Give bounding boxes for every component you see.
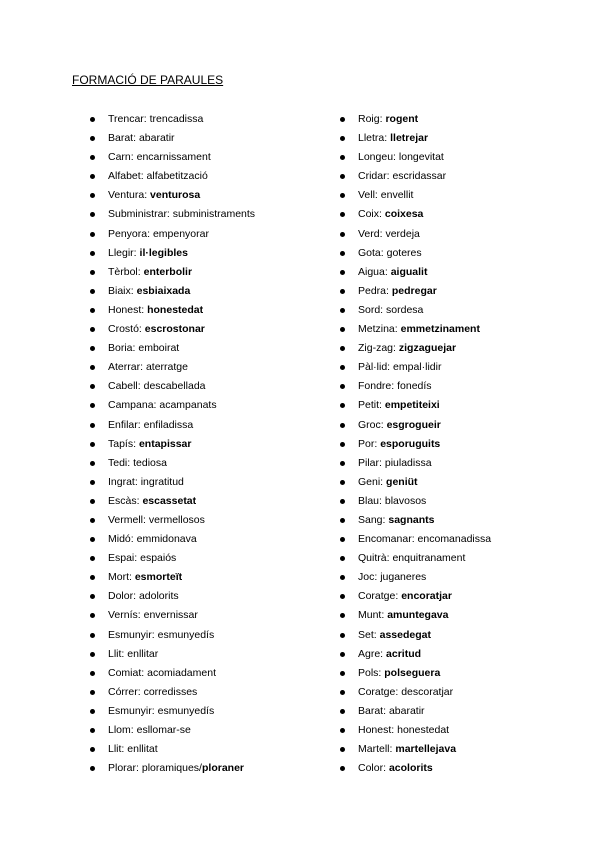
word-list-item	[90, 683, 255, 702]
word-list-item	[340, 148, 491, 167]
word-list-item	[340, 435, 491, 454]
bullet-icon	[340, 174, 345, 179]
base-word: Petit:	[358, 399, 382, 412]
word-list-item	[340, 740, 491, 759]
word-list-item	[90, 606, 255, 625]
bullet-icon	[90, 575, 95, 580]
bullet-icon	[90, 728, 95, 733]
derived-word: esmorteït	[134, 571, 183, 584]
derived-word: esmunyedís	[157, 704, 215, 717]
base-word: Agre:	[358, 647, 384, 660]
base-word: Longeu:	[358, 151, 396, 164]
bullet-icon	[340, 423, 345, 428]
word-list-item	[90, 740, 255, 759]
derived-word: acolorits	[388, 762, 433, 775]
derived-word: amuntegava	[387, 609, 449, 622]
base-word: Boria:	[108, 342, 136, 355]
base-word: Ventura:	[108, 189, 148, 202]
base-word: Tedi:	[108, 456, 131, 469]
bullet-icon	[90, 633, 95, 638]
bullet-icon	[340, 518, 345, 523]
base-word: Penyora:	[108, 227, 151, 240]
derived-word: emmidonava	[136, 533, 197, 546]
derived-word: verdeja	[385, 227, 420, 240]
base-word: Sord:	[358, 303, 384, 316]
base-word: Pàl·lid:	[358, 361, 391, 374]
bullet-icon	[340, 499, 345, 504]
bullet-icon	[340, 308, 345, 313]
bullet-icon	[90, 136, 95, 141]
bullet-icon	[90, 155, 95, 160]
word-list-item	[90, 110, 255, 129]
base-word: Dolor:	[108, 590, 137, 603]
derived-word: vermellosos	[148, 513, 205, 526]
base-word: Fondre:	[358, 380, 395, 393]
base-word: Trencar:	[108, 113, 147, 125]
word-list-item	[340, 645, 491, 664]
base-word: Verd:	[358, 227, 383, 240]
derived-word: blavosos	[384, 494, 427, 507]
derived-word: adolorits	[138, 590, 179, 603]
base-word: Córrer:	[108, 685, 141, 698]
bullet-icon	[90, 499, 95, 504]
base-word: Metzina:	[358, 323, 398, 336]
base-word: Munt:	[358, 609, 385, 622]
word-list-item	[90, 377, 255, 396]
word-list-item	[340, 225, 491, 244]
word-list-item	[340, 396, 491, 415]
word-list-item	[340, 167, 491, 186]
bullet-icon	[340, 270, 345, 275]
derived-word: emboirat	[138, 342, 180, 355]
derived-word: juganeres	[380, 571, 427, 584]
bullet-icon	[90, 403, 95, 408]
word-list-item	[340, 511, 491, 530]
base-word: Color:	[358, 762, 387, 775]
word-list-item	[340, 606, 491, 625]
base-word: Escàs:	[108, 494, 140, 507]
word-list-item	[90, 282, 255, 301]
base-word: Gota:	[358, 246, 384, 259]
derived-word-bold: ploraner	[201, 762, 244, 775]
bullet-icon	[90, 174, 95, 179]
derived-word: zigzaguejar	[398, 342, 457, 355]
derived-word: empenyorar	[152, 227, 209, 240]
base-word: Geni:	[358, 475, 384, 488]
bullet-icon	[340, 232, 345, 237]
derived-word: empetiteixi	[384, 399, 440, 412]
base-word: Esmunyir:	[108, 628, 155, 641]
word-list-item	[90, 416, 255, 435]
word-list-item	[340, 473, 491, 492]
derived-word: encoratjar	[401, 590, 452, 603]
word-list-item	[90, 549, 255, 568]
derived-word: abaratir	[388, 704, 425, 717]
derived-word: corredisses	[143, 685, 198, 698]
word-list-item	[90, 167, 255, 186]
word-list-item	[340, 263, 491, 282]
bullet-icon	[340, 289, 345, 294]
bullet-icon	[90, 384, 95, 389]
word-list-item	[340, 282, 491, 301]
derived-word: emmetzinament	[400, 323, 480, 336]
derived-word: encomanadissa	[417, 533, 492, 546]
base-word: Cridar:	[358, 170, 390, 183]
word-list-item	[90, 263, 255, 282]
derived-word: pedregar	[391, 284, 437, 297]
derived-word: entapissar	[138, 437, 192, 450]
word-list-item	[340, 530, 491, 549]
base-word: Blau:	[358, 494, 382, 507]
base-word: Set:	[358, 628, 377, 641]
bullet-icon	[90, 327, 95, 332]
bullet-icon	[340, 671, 345, 676]
derived-word: descoratjar	[401, 685, 454, 698]
base-word: Honest:	[108, 303, 145, 316]
base-word: Tèrbol:	[108, 265, 141, 278]
base-word: Encomanar:	[358, 533, 415, 546]
word-list-right	[340, 110, 491, 778]
bullet-icon	[340, 633, 345, 638]
base-word: Mort:	[108, 571, 132, 584]
word-list-item	[90, 664, 255, 683]
base-word: Aterrar:	[108, 361, 144, 374]
word-list-item	[340, 110, 491, 129]
derived-word: coixesa	[384, 208, 424, 221]
word-list-item	[90, 511, 255, 530]
word-list-item	[90, 530, 255, 549]
word-list-item	[90, 358, 255, 377]
derived-word: enquitranament	[392, 552, 466, 565]
derived-word: envellit	[380, 189, 414, 202]
bullet-icon	[340, 709, 345, 714]
word-list-item	[90, 473, 255, 492]
word-list-item	[340, 186, 491, 205]
derived-word: ingratitud	[140, 475, 184, 488]
bullet-icon	[90, 117, 95, 122]
base-word: Llegir:	[108, 246, 137, 259]
base-word: Roig:	[358, 113, 383, 125]
bullet-icon	[340, 346, 345, 351]
base-word: Groc:	[358, 418, 384, 431]
base-word: Pilar:	[358, 456, 382, 469]
word-list-item	[340, 339, 491, 358]
bullet-icon	[340, 384, 345, 389]
derived-word: enfiladissa	[143, 418, 194, 431]
bullet-icon	[90, 346, 95, 351]
derived-word: venturosa	[150, 189, 201, 202]
word-list-item	[340, 702, 491, 721]
base-word: Honest:	[358, 724, 395, 736]
bullet-icon	[90, 518, 95, 523]
base-word: Por:	[358, 437, 378, 450]
derived-word: longevitat	[398, 151, 444, 164]
derived-word: esbiaixada	[136, 284, 191, 297]
base-word: Martell:	[358, 743, 393, 756]
base-word: Espai:	[108, 552, 138, 565]
derived-word: trencadissa	[149, 113, 204, 125]
derived-word: geniüt	[386, 475, 418, 488]
derived-word: sordesa	[386, 303, 424, 316]
derived-word: subministraments	[172, 208, 256, 221]
word-list-left	[90, 110, 255, 778]
base-word: Llit:	[108, 743, 125, 756]
bullet-icon	[340, 594, 345, 599]
word-list-item	[90, 186, 255, 205]
word-list-item	[90, 339, 255, 358]
base-word: Aigua:	[358, 265, 388, 278]
word-list-item	[90, 396, 255, 415]
derived-word: lletrejar	[390, 132, 429, 145]
bullet-icon	[340, 136, 345, 141]
base-word: Pols:	[358, 666, 382, 679]
bullet-icon	[340, 537, 345, 542]
derived-word: empal·lidir	[393, 361, 442, 374]
base-word: Llit:	[108, 647, 125, 660]
derived-word: alfabetització	[146, 170, 208, 183]
base-word: Coratge:	[358, 685, 399, 698]
derived-word: assedegat	[379, 628, 431, 641]
base-word: Vell:	[358, 189, 378, 202]
derived-word: honestedat	[147, 303, 204, 316]
bullet-icon	[90, 461, 95, 466]
base-word: Sang:	[358, 513, 386, 526]
base-word: Subministrar:	[108, 208, 170, 221]
word-list-item	[340, 244, 491, 263]
derived-word: il·legibles	[139, 246, 188, 259]
base-word: Zig-zag:	[358, 342, 396, 355]
bullet-icon	[90, 423, 95, 428]
bullet-icon	[90, 251, 95, 256]
bullet-icon	[90, 480, 95, 485]
bullet-icon	[340, 117, 345, 122]
word-list-item	[340, 664, 491, 683]
derived-word: honestedat	[397, 724, 450, 736]
word-list-item	[90, 435, 255, 454]
word-list-item	[340, 568, 491, 587]
derived-word: polseguera	[384, 666, 441, 679]
word-list-item	[90, 129, 255, 148]
base-word: Biaix:	[108, 284, 134, 297]
word-list-item	[340, 683, 491, 702]
bullet-icon	[90, 442, 95, 447]
derived-word: escassetat	[142, 494, 197, 507]
bullet-icon	[340, 690, 345, 695]
bullet-icon	[340, 728, 345, 733]
bullet-icon	[340, 766, 345, 771]
bullet-icon	[90, 212, 95, 217]
bullet-icon	[340, 442, 345, 447]
derived-word: escrostonar	[144, 323, 205, 336]
bullet-icon	[340, 155, 345, 160]
derived-word: rogent	[385, 113, 419, 125]
page-title: FORMACIÓ DE PARAULES	[72, 73, 224, 87]
base-word: Midó:	[108, 533, 134, 546]
bullet-icon	[340, 327, 345, 332]
word-list-item	[340, 377, 491, 396]
word-list-item	[90, 225, 255, 244]
base-word: Enfilar:	[108, 418, 141, 431]
base-word: Coix:	[358, 208, 382, 221]
word-list-item	[340, 587, 491, 606]
word-list-item	[340, 492, 491, 511]
bullet-icon	[90, 766, 95, 771]
bullet-icon	[340, 403, 345, 408]
word-list-item	[90, 301, 255, 320]
base-word: Llom:	[108, 724, 134, 736]
bullet-icon	[340, 365, 345, 370]
derived-word: aterratge	[145, 361, 188, 374]
word-list-item	[90, 244, 255, 263]
bullet-icon	[340, 251, 345, 256]
word-list-item	[90, 721, 255, 740]
derived-word: ploramiques/	[141, 762, 202, 775]
derived-word: envernissar	[143, 609, 198, 622]
derived-word: acampanats	[159, 399, 217, 412]
bullet-icon	[90, 671, 95, 676]
bullet-icon	[340, 480, 345, 485]
word-list-item	[340, 358, 491, 377]
bullet-icon	[90, 289, 95, 294]
derived-word: abaratir	[138, 132, 175, 145]
derived-word: piuladissa	[384, 456, 432, 469]
bullet-icon	[340, 652, 345, 657]
derived-word: goteres	[386, 246, 422, 259]
derived-word: enllitat	[127, 743, 158, 756]
base-word: Lletra:	[358, 132, 388, 145]
bullet-icon	[90, 556, 95, 561]
base-word: Pedra:	[358, 284, 389, 297]
bullet-icon	[90, 193, 95, 198]
word-list-item	[90, 626, 255, 645]
base-word: Crostó:	[108, 323, 142, 336]
base-word: Vernís:	[108, 609, 141, 622]
derived-word: espaiós	[140, 552, 177, 565]
base-word: Barat:	[358, 704, 387, 717]
bullet-icon	[340, 575, 345, 580]
base-word: Barat:	[108, 132, 137, 145]
base-word: Plorar:	[108, 762, 139, 775]
base-word: Comiat:	[108, 666, 145, 679]
bullet-icon	[90, 613, 95, 618]
derived-word: fonedís	[397, 380, 432, 393]
word-list-item	[90, 320, 255, 339]
word-list-item	[90, 587, 255, 606]
derived-word: acomiadament	[147, 666, 216, 679]
base-word: Carn:	[108, 151, 134, 164]
derived-word: enllitar	[127, 647, 159, 660]
word-list-item	[90, 492, 255, 511]
bullet-icon	[340, 556, 345, 561]
base-word: Esmunyir:	[108, 704, 155, 717]
bullet-icon	[340, 212, 345, 217]
word-list-item	[340, 549, 491, 568]
bullet-icon	[90, 365, 95, 370]
bullet-icon	[90, 594, 95, 599]
bullet-icon	[90, 308, 95, 313]
word-list-item	[340, 721, 491, 740]
derived-word: sagnants	[388, 513, 435, 526]
bullet-icon	[340, 747, 345, 752]
derived-word: escridassar	[392, 170, 447, 183]
word-list-item	[340, 454, 491, 473]
bullet-icon	[90, 709, 95, 714]
word-list-item	[90, 454, 255, 473]
bullet-icon	[340, 193, 345, 198]
word-list-item	[340, 301, 491, 320]
bullet-icon	[340, 613, 345, 618]
derived-word: martellejava	[395, 743, 457, 756]
word-list-item	[90, 205, 255, 224]
derived-word: aigualit	[390, 265, 428, 278]
word-list-item	[90, 645, 255, 664]
base-word: Ingrat:	[108, 475, 138, 488]
word-list-item	[340, 759, 491, 778]
bullet-icon	[90, 537, 95, 542]
base-word: Vermell:	[108, 513, 146, 526]
derived-word: descabellada	[143, 380, 206, 393]
bullet-icon	[90, 270, 95, 275]
derived-word: tediosa	[133, 456, 167, 469]
bullet-icon	[90, 747, 95, 752]
bullet-icon	[340, 461, 345, 466]
word-list-item	[90, 148, 255, 167]
derived-word: enterbolir	[143, 265, 193, 278]
bullet-icon	[90, 652, 95, 657]
word-list-item	[340, 205, 491, 224]
bullet-icon	[90, 690, 95, 695]
derived-word: acritud	[386, 647, 422, 660]
word-list-item	[90, 759, 255, 778]
base-word: Coratge:	[358, 590, 399, 603]
base-word: Tapís:	[108, 437, 137, 450]
derived-word: esmunyedís	[157, 628, 215, 641]
bullet-icon	[90, 232, 95, 237]
word-list-item	[340, 416, 491, 435]
base-word: Cabell:	[108, 380, 141, 393]
derived-word: esgrogueir	[386, 418, 441, 431]
word-list-item	[340, 626, 491, 645]
word-list-item	[90, 702, 255, 721]
derived-word: encarnissament	[136, 151, 211, 164]
derived-word: esporuguits	[380, 437, 441, 450]
base-word: Joc:	[358, 571, 378, 584]
base-word: Alfabet:	[108, 170, 144, 183]
word-list-item	[90, 568, 255, 587]
word-list-item	[340, 129, 491, 148]
word-list-item	[340, 320, 491, 339]
base-word: Quitrà:	[358, 552, 390, 565]
derived-word: esllomar-se	[136, 724, 191, 736]
base-word: Campana:	[108, 399, 157, 412]
